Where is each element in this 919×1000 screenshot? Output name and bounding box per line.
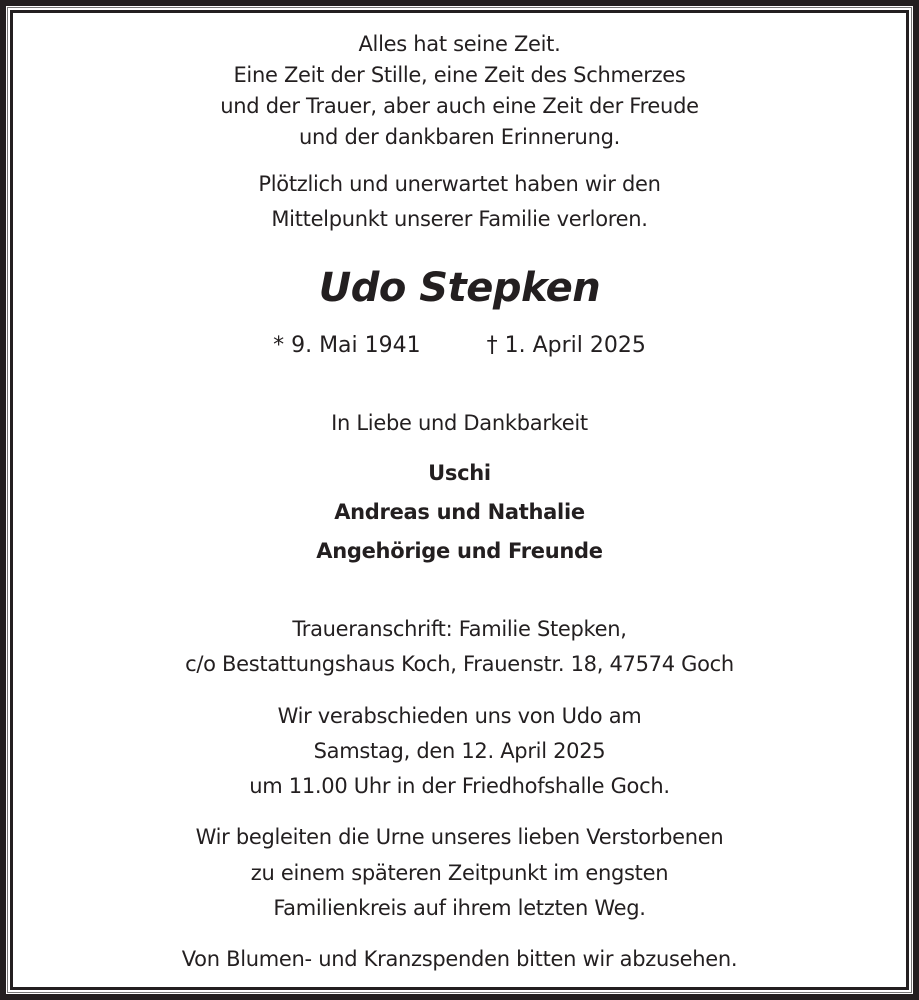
life-dates [0,328,919,364]
intro-line: Plötzlich und unerwartet haben wir den [258,172,661,196]
poem-line: und der dankbaren Erinnerung. [299,125,620,149]
urn-note-line: Familienkreis auf ihrem letzten Weg. [273,896,646,920]
service-line: um 11.00 Uhr in der Friedhofshalle Goch. [249,774,670,798]
mourner: Angehörige und Freunde [316,539,603,563]
deceased-name: Udo Stepken [318,265,601,311]
service-line: Wir verabschieden uns von Udo am [277,704,642,728]
farewell-phrase: In Liebe und Dankbarkeit [331,411,588,435]
service-line: Samstag, den 12. April 2025 [313,739,606,763]
poem-line: Alles hat seine Zeit. [358,32,561,56]
address-line: c/o Bestattungshaus Koch, Frauenstr. 18, 47574 Goch [185,652,734,676]
mourner: Uschi [428,461,491,485]
intro-line: Mittelpunkt unserer Familie verloren. [271,207,648,231]
urn-note-line: Wir begleiten die Urne unseres lieben Verstorbenen [195,825,724,849]
death-date: † 1. April 2025 [486,333,646,358]
urn-note-line: zu einem späteren Zeitpunkt im engsten [250,861,669,885]
poem-line: und der Trauer, aber auch eine Zeit der Freude [220,94,699,118]
closing-note: Von Blumen- und Kranzspenden bitten wir abzusehen. [181,947,738,971]
address-line: Traueranschrift: Familie Stepken, [292,617,627,641]
poem-line: Eine Zeit der Stille, eine Zeit des Schmerzes [233,63,686,87]
mourner: Andreas und Nathalie [334,500,585,524]
birth-date: * 9. Mai 1941 [273,333,421,358]
